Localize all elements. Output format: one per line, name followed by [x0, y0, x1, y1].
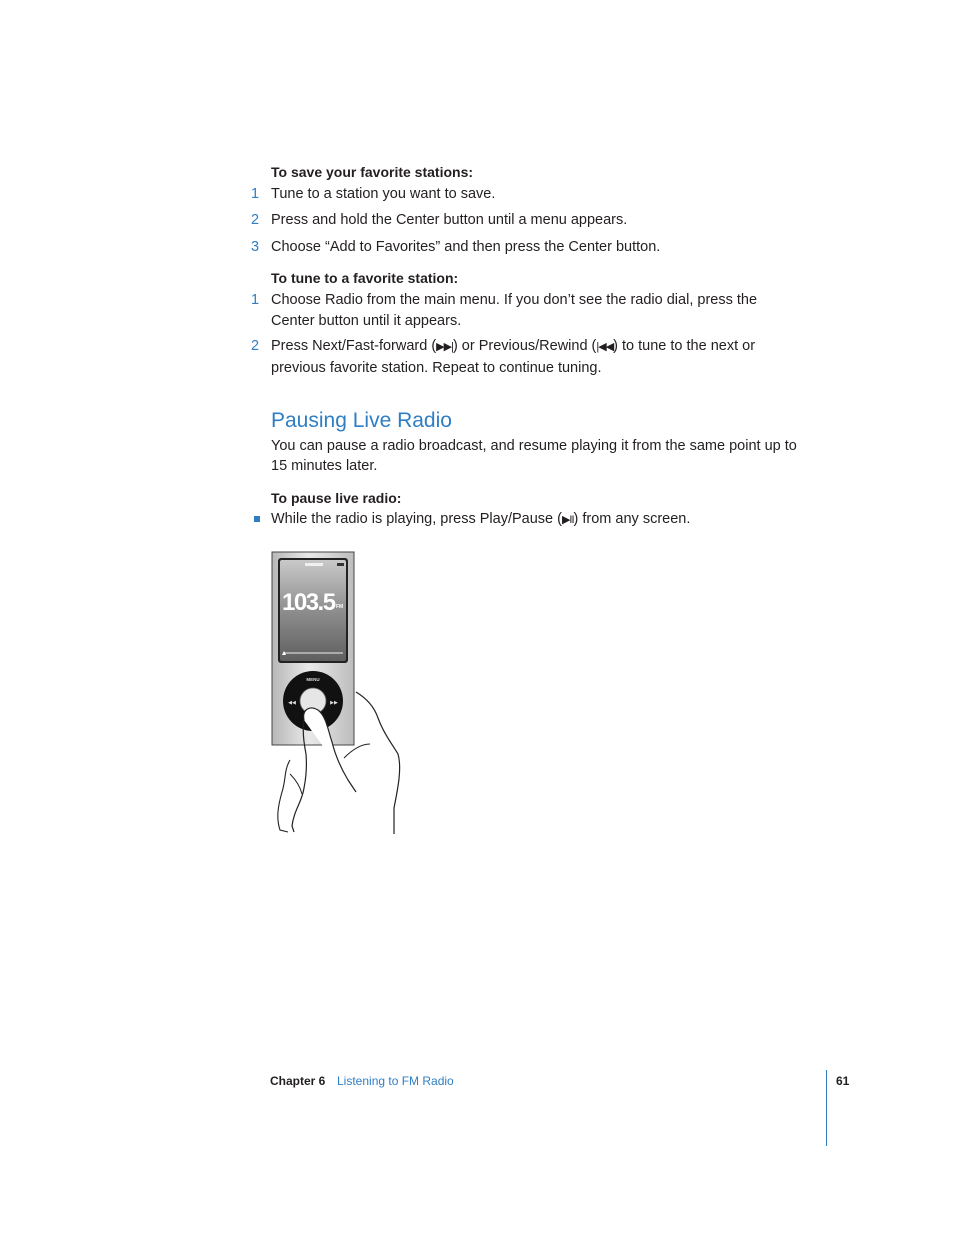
step-text: Choose Radio from the main menu. If you don’t see the radio dial, press the Center button until it appears.: [271, 292, 758, 329]
footer-chapter: Chapter 6: [270, 1074, 326, 1088]
bullet-text-part: ) from any screen.: [573, 511, 691, 527]
palm-line: [344, 744, 370, 758]
bullet-text: [271, 509, 811, 531]
ipod-illustration: [266, 548, 411, 840]
menu-label: MENU: [306, 677, 320, 682]
step-text-part: ) to tune to the next or previous favorite station. Repeat to continue tuning.: [271, 338, 756, 376]
step-number: 1: [251, 292, 260, 308]
knuckle-line: [290, 774, 302, 794]
step-text: Press and hold the Center button until a menu appears.: [271, 212, 628, 228]
tune-favorite-heading: To tune to a favorite station:: [271, 270, 459, 286]
step-text: Choose “Add to Favorites” and then press the Center button.: [271, 239, 661, 255]
step-text: Tune to a station you want to save.: [271, 186, 496, 202]
frequency-readout: 103.5: [282, 589, 335, 616]
bullet-icon: [254, 516, 260, 522]
step-number: 1: [251, 186, 260, 202]
band-label: FM: [336, 604, 344, 610]
bullet-text-part: While the radio is playing, press Play/Pause (: [271, 511, 562, 527]
step-number: 3: [251, 239, 260, 255]
next-icon: ▶▶: [330, 700, 338, 706]
step-text-part: ) or Previous/Rewind (: [452, 338, 597, 354]
play-pause-icon: ▶II: [561, 514, 574, 526]
finger-outline: [356, 692, 400, 834]
section-title: Pausing Live Radio: [271, 409, 452, 432]
step-text-part: Press Next/Fast-forward (: [271, 338, 437, 354]
knuckle-line: [278, 760, 290, 832]
page-number: 61: [836, 1074, 850, 1088]
battery-icon: [337, 563, 344, 566]
step-number: 2: [251, 212, 260, 228]
step-number: 2: [251, 338, 260, 354]
next-icon: ▶▶|: [436, 341, 453, 353]
status-bar-indicator: [305, 563, 323, 566]
footer-divider: [826, 1070, 827, 1146]
save-stations-heading: To save your favorite stations:: [271, 164, 474, 180]
previous-icon: |◀◀: [596, 341, 614, 353]
footer-chapter-title: Listening to FM Radio: [337, 1074, 454, 1088]
pause-intro-text: You can pause a radio broadcast, and resume playing it from the same point up to 15 minutes later.: [271, 438, 797, 474]
previous-icon: ◀◀: [288, 700, 296, 706]
step-text: [271, 336, 803, 378]
pause-radio-heading: To pause live radio:: [271, 490, 402, 506]
